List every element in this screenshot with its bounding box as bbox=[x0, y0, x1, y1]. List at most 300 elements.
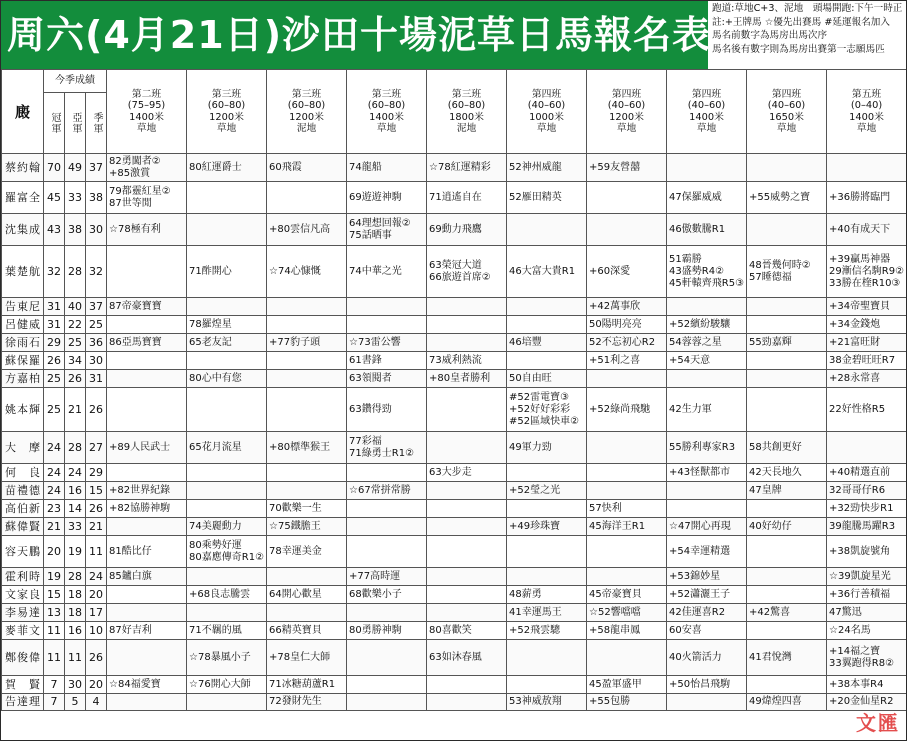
entry-cell bbox=[427, 334, 507, 352]
entry-cell bbox=[507, 370, 587, 388]
horse-entry: 46傲數騰R1 bbox=[669, 223, 726, 235]
horse-entry: 80嘉應傳奇R1② bbox=[189, 551, 265, 563]
entry-cell bbox=[107, 154, 187, 182]
entry-cell bbox=[667, 622, 747, 640]
entry-cell bbox=[587, 334, 667, 352]
entry-cell bbox=[587, 568, 667, 586]
thirds-count: 30 bbox=[86, 214, 107, 246]
horse-entry: +40精選直前 bbox=[829, 466, 891, 478]
horse-entry: +77豹子頭 bbox=[269, 336, 321, 348]
horse-entry: 46培豐 bbox=[509, 336, 542, 348]
thirds-count: 20 bbox=[86, 586, 107, 604]
trainer-row bbox=[2, 500, 907, 518]
entry-cell bbox=[667, 604, 747, 622]
entry-cell bbox=[107, 464, 187, 482]
horse-entry: 43盛勢R4② bbox=[669, 265, 725, 277]
entry-cell bbox=[267, 246, 347, 298]
seconds-count: 11 bbox=[65, 640, 86, 676]
entry-cell bbox=[587, 154, 667, 182]
entry-cell bbox=[267, 604, 347, 622]
thirds-count: 25 bbox=[86, 316, 107, 334]
entry-cell bbox=[107, 586, 187, 604]
horse-entry: 77彩福 bbox=[349, 435, 382, 447]
entry-cell bbox=[267, 388, 347, 432]
horse-entry: 33翼跑得R8② bbox=[829, 657, 895, 669]
legend-note: 註:+王牌馬 ☆優先出賽馬 #延運報名加入 bbox=[712, 16, 890, 28]
thirds-count: 36 bbox=[86, 334, 107, 352]
entry-cell bbox=[587, 500, 667, 518]
thirds-count: 26 bbox=[86, 640, 107, 676]
horse-entry: ☆47開心再現 bbox=[669, 520, 731, 532]
horse-entry: ☆24名馬 bbox=[829, 624, 871, 636]
entry-cell bbox=[667, 676, 747, 694]
horse-entry: 46大富大貴R1 bbox=[509, 265, 576, 277]
thirds-count: 31 bbox=[86, 370, 107, 388]
entry-cell bbox=[107, 694, 187, 711]
entry-cell bbox=[747, 640, 827, 676]
horse-entry: +52飛雲驄 bbox=[509, 624, 561, 636]
trainer-row bbox=[2, 352, 907, 370]
horse-entry: +80皇者勝利 bbox=[429, 372, 491, 384]
entry-cell bbox=[827, 246, 907, 298]
horse-entry: 73威利熱流 bbox=[429, 354, 482, 366]
horse-entry: 80喜歡笑 bbox=[429, 624, 472, 636]
entry-cell bbox=[347, 182, 427, 214]
entry-cell bbox=[747, 352, 827, 370]
wins-count: 32 bbox=[44, 246, 65, 298]
trainer-name: 容天鵬 bbox=[2, 536, 44, 568]
horse-entry: 74龍船 bbox=[349, 161, 382, 173]
horse-entry: 81酷比仔 bbox=[109, 545, 152, 557]
horse-entry: 85鑪白旗 bbox=[109, 570, 152, 582]
thirds-count: 15 bbox=[86, 482, 107, 500]
entry-cell bbox=[107, 622, 187, 640]
trainer-row bbox=[2, 536, 907, 568]
race-header: 第三班 (60–80) 1200米 泥地 bbox=[267, 70, 347, 154]
trainer-row bbox=[2, 432, 907, 464]
horse-entry: ☆39凱旋星光 bbox=[829, 570, 891, 582]
trainer-name: 賀 賢 bbox=[2, 676, 44, 694]
entry-cell bbox=[187, 388, 267, 432]
wins-count: 20 bbox=[44, 536, 65, 568]
entry-cell bbox=[587, 316, 667, 334]
horse-entry: 74中華之光 bbox=[349, 265, 402, 277]
horse-entry: 86亞馬寶寶 bbox=[109, 336, 162, 348]
entry-cell bbox=[267, 694, 347, 711]
legend-note: 馬名後有數字則為馬房出賽第一志願馬匹 bbox=[712, 43, 885, 55]
entry-cell bbox=[667, 214, 747, 246]
horse-entry: 52不忘初心R2 bbox=[589, 336, 656, 348]
entry-cell bbox=[187, 518, 267, 536]
seconds-count: 14 bbox=[65, 500, 86, 518]
entry-cell bbox=[187, 500, 267, 518]
entry-cell bbox=[587, 298, 667, 316]
thirds-count: 17 bbox=[86, 604, 107, 622]
entry-cell bbox=[827, 352, 907, 370]
entry-cell bbox=[267, 586, 347, 604]
race-header: 第四班 (40–60) 1200米 草地 bbox=[587, 70, 667, 154]
trainer-row bbox=[2, 316, 907, 334]
entry-cell bbox=[187, 482, 267, 500]
entry-cell bbox=[267, 500, 347, 518]
entry-cell bbox=[187, 334, 267, 352]
entry-cell bbox=[267, 568, 347, 586]
entry-cell bbox=[667, 536, 747, 568]
trainer-name: 何 良 bbox=[2, 464, 44, 482]
entry-cell bbox=[187, 432, 267, 464]
entry-cell bbox=[747, 334, 827, 352]
entry-cell bbox=[747, 370, 827, 388]
horse-entry: ☆78極有利 bbox=[109, 223, 161, 235]
horse-entry: 22好性格R5 bbox=[829, 403, 886, 415]
horse-entry: ☆74心慷慨 bbox=[269, 265, 321, 277]
trainer-row bbox=[2, 246, 907, 298]
entry-cell bbox=[187, 694, 267, 711]
entry-cell bbox=[347, 694, 427, 711]
horse-entry: +36勝將臨門 bbox=[829, 191, 891, 203]
horse-entry: 78羅煌星 bbox=[189, 318, 232, 330]
horse-entry: 80紅運爵士 bbox=[189, 161, 242, 173]
entry-cell bbox=[507, 482, 587, 500]
horse-entry: +20金仙星R2 bbox=[829, 696, 894, 707]
wins-count: 31 bbox=[44, 316, 65, 334]
wins-count: 7 bbox=[44, 694, 65, 711]
horse-entry: 47驚迅 bbox=[829, 606, 862, 618]
entry-cell bbox=[107, 388, 187, 432]
wins-count: 24 bbox=[44, 464, 65, 482]
thirds-count: 26 bbox=[86, 500, 107, 518]
entry-cell bbox=[587, 694, 667, 711]
horse-entry: 63領閱者 bbox=[349, 372, 392, 384]
trainer-name: 沈集成 bbox=[2, 214, 44, 246]
horse-entry: 75話晒事 bbox=[349, 229, 392, 241]
horse-entry: +52瑩之光 bbox=[509, 484, 561, 496]
entry-cell bbox=[267, 676, 347, 694]
trainer-row bbox=[2, 694, 907, 711]
wins-count: 45 bbox=[44, 182, 65, 214]
watermark: 文匯 bbox=[856, 711, 900, 735]
entry-cell bbox=[587, 432, 667, 464]
entry-cell bbox=[587, 464, 667, 482]
horse-entry: 72發財先生 bbox=[269, 696, 322, 707]
page-title: 周六(4月21日)沙田十場泥草日馬報名表 bbox=[1, 1, 708, 69]
entry-cell bbox=[187, 586, 267, 604]
entry-cell bbox=[587, 370, 667, 388]
seconds-count: 40 bbox=[65, 298, 86, 316]
horse-entry: 66精英寶貝 bbox=[269, 624, 322, 636]
seconds-count: 24 bbox=[65, 464, 86, 482]
trainer-row bbox=[2, 676, 907, 694]
entry-cell bbox=[427, 432, 507, 464]
entry-cell bbox=[667, 464, 747, 482]
entry-cell bbox=[187, 640, 267, 676]
wins-count: 24 bbox=[44, 432, 65, 464]
horse-entry: +39贏馬神器 bbox=[829, 253, 891, 265]
entry-cell bbox=[827, 334, 907, 352]
entry-cell bbox=[427, 182, 507, 214]
entry-cell bbox=[827, 316, 907, 334]
horse-entry: 48薪勇 bbox=[509, 588, 542, 600]
horse-entry: 45海洋王R1 bbox=[589, 520, 646, 532]
horse-entry: 57睡德福 bbox=[749, 271, 792, 283]
entry-cell bbox=[187, 536, 267, 568]
horse-entry: 80心中有您 bbox=[189, 372, 242, 384]
race-header: 第四班 (40–60) 1000米 草地 bbox=[507, 70, 587, 154]
entry-cell bbox=[507, 214, 587, 246]
horse-entry: +42萬事欣 bbox=[589, 300, 641, 312]
trainer-row bbox=[2, 388, 907, 432]
seconds-count: 18 bbox=[65, 586, 86, 604]
horse-entry: +34金錢炮 bbox=[829, 318, 881, 330]
entry-cell bbox=[267, 536, 347, 568]
horse-entry: 71冰糖葫蘆R1 bbox=[269, 678, 336, 690]
entry-cell bbox=[107, 246, 187, 298]
entry-cell bbox=[107, 316, 187, 334]
entry-cell bbox=[347, 464, 427, 482]
entry-cell bbox=[747, 586, 827, 604]
thirds-count: 30 bbox=[86, 352, 107, 370]
entry-cell bbox=[667, 334, 747, 352]
entry-cell bbox=[747, 432, 827, 464]
race-header: 第三班 (60–80) 1800米 泥地 bbox=[427, 70, 507, 154]
entry-cell bbox=[667, 316, 747, 334]
entry-cell bbox=[267, 352, 347, 370]
seconds-count: 26 bbox=[65, 370, 86, 388]
horse-entry: 57快利 bbox=[589, 502, 622, 514]
entry-cell bbox=[747, 482, 827, 500]
trainer-row bbox=[2, 640, 907, 676]
horse-entry: 63大步走 bbox=[429, 466, 472, 478]
season-record-header: 今季成績 bbox=[44, 70, 107, 93]
horse-entry: ☆84福愛寶 bbox=[109, 678, 161, 690]
entry-cell bbox=[667, 352, 747, 370]
horse-entry: 69動力飛鷹 bbox=[429, 223, 482, 235]
trainer-name: 蔡約翰 bbox=[2, 154, 44, 182]
wins-count: 26 bbox=[44, 352, 65, 370]
entry-cell bbox=[507, 298, 587, 316]
horse-entry: 49軍力勁 bbox=[509, 441, 552, 453]
trainer-name: 霍利時 bbox=[2, 568, 44, 586]
entry-cell bbox=[427, 154, 507, 182]
entry-cell bbox=[747, 246, 827, 298]
trainer-row bbox=[2, 586, 907, 604]
entry-cell bbox=[507, 536, 587, 568]
trainer-name: 葉楚航 bbox=[2, 246, 44, 298]
horse-entry: ☆73雷公響 bbox=[349, 336, 401, 348]
entry-cell bbox=[267, 154, 347, 182]
trainer-name: 蘇保羅 bbox=[2, 352, 44, 370]
entry-cell bbox=[507, 352, 587, 370]
entry-cell bbox=[267, 432, 347, 464]
horse-entry: ☆52響噹噹 bbox=[589, 606, 641, 618]
horse-entry: +52好好彩彩 bbox=[509, 403, 571, 415]
entry-cell bbox=[347, 334, 427, 352]
entry-cell bbox=[267, 298, 347, 316]
entry-cell bbox=[347, 298, 427, 316]
wins-count: 15 bbox=[44, 586, 65, 604]
trainer-row bbox=[2, 518, 907, 536]
horse-entry: 48晉幾何時② bbox=[749, 259, 811, 271]
race-header: 第四班 (40–60) 1650米 草地 bbox=[747, 70, 827, 154]
entry-cell bbox=[827, 388, 907, 432]
entry-cell bbox=[667, 500, 747, 518]
horse-entry: 63如沐春風 bbox=[429, 651, 482, 663]
entry-cell bbox=[587, 246, 667, 298]
horse-entry: ☆67常拼常勝 bbox=[349, 484, 411, 496]
horse-entry: +38凱旋號角 bbox=[829, 545, 891, 557]
horse-entry: +14福之寶 bbox=[829, 645, 881, 657]
horse-entry: 80乘勢好運 bbox=[189, 539, 242, 551]
entry-cell bbox=[347, 518, 427, 536]
horse-entry: 79都靈紅星② bbox=[109, 185, 171, 197]
horse-entry: 74美麗動力 bbox=[189, 520, 242, 532]
thirds-count: 37 bbox=[86, 154, 107, 182]
thirds-count: 24 bbox=[86, 568, 107, 586]
entry-cell bbox=[827, 482, 907, 500]
entry-cell bbox=[667, 388, 747, 432]
entry-cell bbox=[507, 464, 587, 482]
entry-cell bbox=[107, 352, 187, 370]
horse-entry: +53錦妙星 bbox=[669, 570, 721, 582]
entry-cell bbox=[187, 568, 267, 586]
entry-cell bbox=[107, 604, 187, 622]
trainer-name: 大 摩 bbox=[2, 432, 44, 464]
entry-cell bbox=[347, 568, 427, 586]
wins-count: 29 bbox=[44, 334, 65, 352]
horse-entry: +50怡昌飛駒 bbox=[669, 678, 731, 690]
entry-cell bbox=[107, 500, 187, 518]
entry-cell bbox=[507, 568, 587, 586]
seconds-count: 16 bbox=[65, 482, 86, 500]
entry-cell bbox=[347, 316, 427, 334]
seconds-count: 34 bbox=[65, 352, 86, 370]
entry-cell bbox=[427, 604, 507, 622]
horse-entry: +52綠尚飛馳 bbox=[589, 403, 651, 415]
entry-cell bbox=[507, 518, 587, 536]
trainer-name: 方嘉柏 bbox=[2, 370, 44, 388]
horse-entry: #52雷電寶③ bbox=[509, 391, 570, 403]
entry-cell bbox=[107, 432, 187, 464]
horse-entry: 47保羅威威 bbox=[669, 191, 722, 203]
seconds-count: 25 bbox=[65, 334, 86, 352]
entry-cell bbox=[187, 316, 267, 334]
entry-cell bbox=[347, 536, 427, 568]
entry-cell bbox=[587, 214, 667, 246]
entry-cell bbox=[667, 640, 747, 676]
horse-entry: ☆76開心大師 bbox=[189, 678, 251, 690]
horse-entry: 66旅遊首席② bbox=[429, 271, 491, 283]
horse-entry: +21富旺財 bbox=[829, 336, 881, 348]
horse-entry: 64理想回報② bbox=[349, 217, 411, 229]
entry-cell bbox=[267, 316, 347, 334]
horse-entry: +59友營囍 bbox=[589, 161, 641, 173]
seconds-count: 5 bbox=[65, 694, 86, 711]
entry-cell bbox=[827, 586, 907, 604]
horse-entry: +80標準猴王 bbox=[269, 441, 331, 453]
entry-cell bbox=[267, 464, 347, 482]
horse-entry: 65老友記 bbox=[189, 336, 232, 348]
horse-entry: 78幸運美金 bbox=[269, 545, 322, 557]
horse-entry: +52瀟灑王子 bbox=[669, 588, 731, 600]
horse-entry: +60深愛 bbox=[589, 265, 631, 277]
entry-cell bbox=[827, 154, 907, 182]
thirds-count: 37 bbox=[86, 298, 107, 316]
thirds-count: 21 bbox=[86, 518, 107, 536]
legend-note: 跑道:草地C+3、泥地 頭場開跑:下午一時正 bbox=[712, 3, 903, 14]
entry-cell bbox=[747, 316, 827, 334]
entry-cell bbox=[507, 622, 587, 640]
horse-entry: +34帝聖寶貝 bbox=[829, 300, 891, 312]
horse-entry: #52區域快車② bbox=[509, 415, 580, 427]
entry-cell bbox=[267, 482, 347, 500]
trainer-name: 告東尼 bbox=[2, 298, 44, 316]
entry-cell bbox=[347, 432, 427, 464]
horse-entry: 87好吉利 bbox=[109, 624, 152, 636]
entry-cell bbox=[107, 182, 187, 214]
entry-cell bbox=[347, 370, 427, 388]
trainer-row bbox=[2, 334, 907, 352]
horse-entry: 47皇牌 bbox=[749, 484, 782, 496]
trainer-name: 羅富全 bbox=[2, 182, 44, 214]
trainer-name: 文家良 bbox=[2, 586, 44, 604]
entry-cell bbox=[747, 464, 827, 482]
wins-count: 23 bbox=[44, 500, 65, 518]
entry-cell bbox=[827, 536, 907, 568]
race-header: 第三班 (60–80) 1400米 草地 bbox=[347, 70, 427, 154]
seconds-count: 22 bbox=[65, 316, 86, 334]
entry-cell bbox=[587, 182, 667, 214]
trainer-name: 李易達 bbox=[2, 604, 44, 622]
seconds-count: 49 bbox=[65, 154, 86, 182]
entry-cell bbox=[667, 694, 747, 711]
entry-cell bbox=[827, 432, 907, 464]
race-header: 第三班 (60–80) 1200米 草地 bbox=[187, 70, 267, 154]
entry-cell bbox=[587, 676, 667, 694]
thirds-count: 10 bbox=[86, 622, 107, 640]
trainer-row bbox=[2, 464, 907, 482]
legend-notes bbox=[709, 1, 907, 69]
entry-cell bbox=[267, 640, 347, 676]
entry-cell bbox=[587, 536, 667, 568]
entries-body bbox=[2, 154, 907, 711]
horse-entry: 50自由旺 bbox=[509, 372, 552, 384]
entry-cell bbox=[507, 676, 587, 694]
entry-cell bbox=[667, 154, 747, 182]
entry-cell bbox=[747, 622, 827, 640]
seconds-count: 28 bbox=[65, 568, 86, 586]
entry-cell bbox=[747, 518, 827, 536]
trainer-name: 蘇偉賢 bbox=[2, 518, 44, 536]
entry-cell bbox=[427, 536, 507, 568]
entry-cell bbox=[427, 298, 507, 316]
entry-cell bbox=[107, 568, 187, 586]
entry-cell bbox=[267, 622, 347, 640]
horse-entry: 71綠勇士R1② bbox=[349, 447, 415, 459]
entry-cell bbox=[587, 604, 667, 622]
horse-entry: +38本事R4 bbox=[829, 678, 884, 690]
entry-cell bbox=[187, 676, 267, 694]
horse-entry: 61書鋒 bbox=[349, 354, 382, 366]
horse-entry: 29漸信名駒R9② bbox=[829, 265, 905, 277]
entry-cell bbox=[667, 518, 747, 536]
seconds-count: 33 bbox=[65, 182, 86, 214]
trainer-row bbox=[2, 370, 907, 388]
seconds-count: 28 bbox=[65, 432, 86, 464]
entry-cell bbox=[667, 568, 747, 586]
horse-entry: 71酢開心 bbox=[189, 265, 232, 277]
entry-cell bbox=[507, 640, 587, 676]
thirds-count: 38 bbox=[86, 182, 107, 214]
